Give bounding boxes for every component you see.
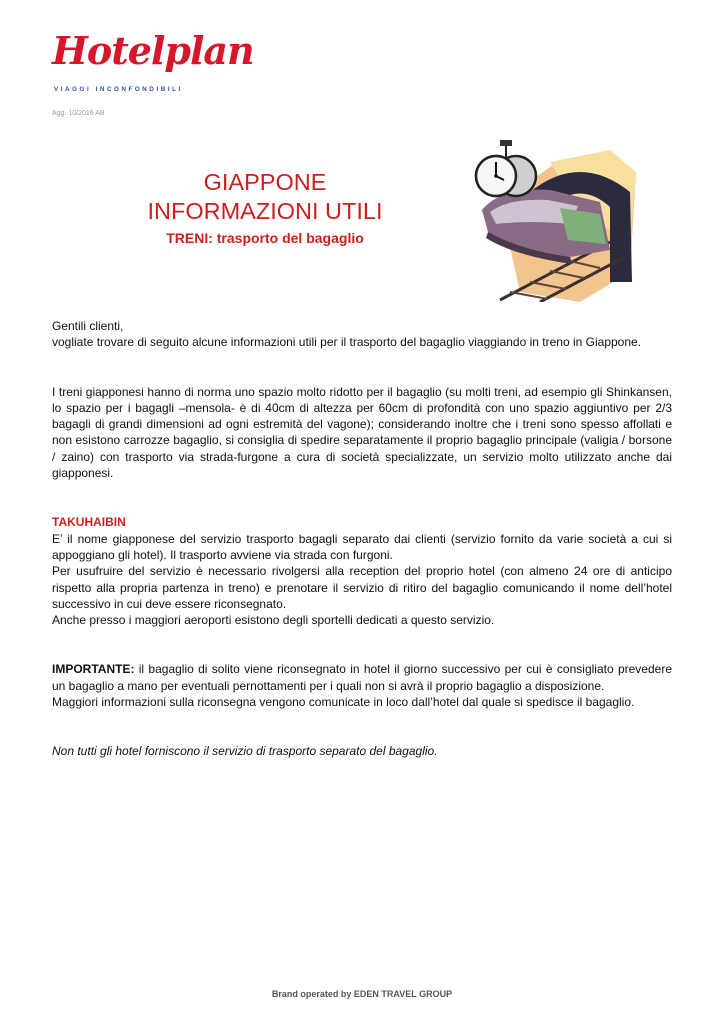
hotelplan-logo bbox=[52, 28, 254, 98]
document-body bbox=[52, 318, 672, 760]
greeting-intro: vogliate trovare di seguito alcune informazioni utili per il trasporto del bagaglio viaggiando in treno in Giappone. bbox=[52, 335, 642, 350]
italic-note: Non tutti gli hotel forniscono il servizio di trasporto separato del bagaglio. bbox=[52, 744, 438, 759]
clock-mount bbox=[500, 140, 512, 146]
important-more-info: Maggiori informazioni sulla riconsegna vengono comunicate in loco dall’hotel dal quale si spedisce il bagaglio. bbox=[52, 695, 635, 710]
page-title-main: INFORMAZIONI UTILI bbox=[147, 198, 383, 224]
update-note: Agg. 10/2016 AB bbox=[52, 110, 105, 117]
title-block bbox=[100, 168, 430, 248]
clock-center bbox=[494, 174, 498, 178]
important-text: il bagaglio di solito viene riconsegnato in hotel il giorno successivo per cui è consigliato prevedere un bagaglio a mano per eventuali pernottamenti per i quali non si avrà il proprio bagaglio a disposizione. bbox=[52, 662, 672, 693]
takuhaibin-paragraph-2: Per usufruire del servizio è necessario rivolgersi alla reception del proprio hotel (con almeno 24 ore di anticipo rispetto alla propria partenza in treno) e prenotare il servizio di ritiro del bagaglio comunicando il nome dell’hotel successivo in cui deve essere riconsegnato. bbox=[52, 564, 672, 611]
takuhaibin-paragraph-1: E’ il nome giapponese del servizio trasporto bagagli separato dai clienti (servizio fornito da varie società a cui si appoggiano gli hotel). Il trasporto avviene via strada con furgoni. bbox=[52, 531, 672, 562]
important-label: IMPORTANTE: bbox=[52, 662, 135, 677]
train-clock-illustration bbox=[460, 132, 640, 302]
footer-brand-note: Brand operated by EDEN TRAVEL GROUP bbox=[271, 989, 453, 999]
important-paragraph bbox=[52, 661, 672, 694]
paragraph-luggage-space: I treni giapponesi hanno di norma uno spazio molto ridotto per il bagaglio (su molti treni, ad esempio gli Shinkansen, lo spazio per i bagagli –mensola- è di 40cm di altezza per 60cm di profondità con uno spazio aggiuntivo per 2/3 bagagli di grandi dimensioni ad ogni estremità del vagone); considerando inoltre che i treni sono spesso affollati e non esistono carrozze bagaglio, si consiglia di spedire separatamente il proprio bagaglio principale (valigia / borsone / zaino) con trasporto via strada-furgone a cura di società specializzate, un servizio molto utilizzato anche dai giapponesi. bbox=[52, 384, 672, 481]
page-title-country: GIAPPONE bbox=[203, 169, 327, 195]
takuhaibin-heading: TAKUHAIBIN bbox=[52, 515, 126, 530]
page-subtitle: TRENI: trasporto del bagaglio bbox=[166, 230, 364, 246]
greeting-salutation: Gentili clienti, bbox=[52, 319, 124, 333]
logo-tagline: VIAGGI INCONFONDIBILI bbox=[54, 86, 183, 93]
logo-wordmark: Hotelplan bbox=[52, 28, 254, 73]
takuhaibin-paragraph-3: Anche presso i maggiori aeroporti esistono degli sportelli dedicati a questo servizio. bbox=[52, 613, 495, 628]
